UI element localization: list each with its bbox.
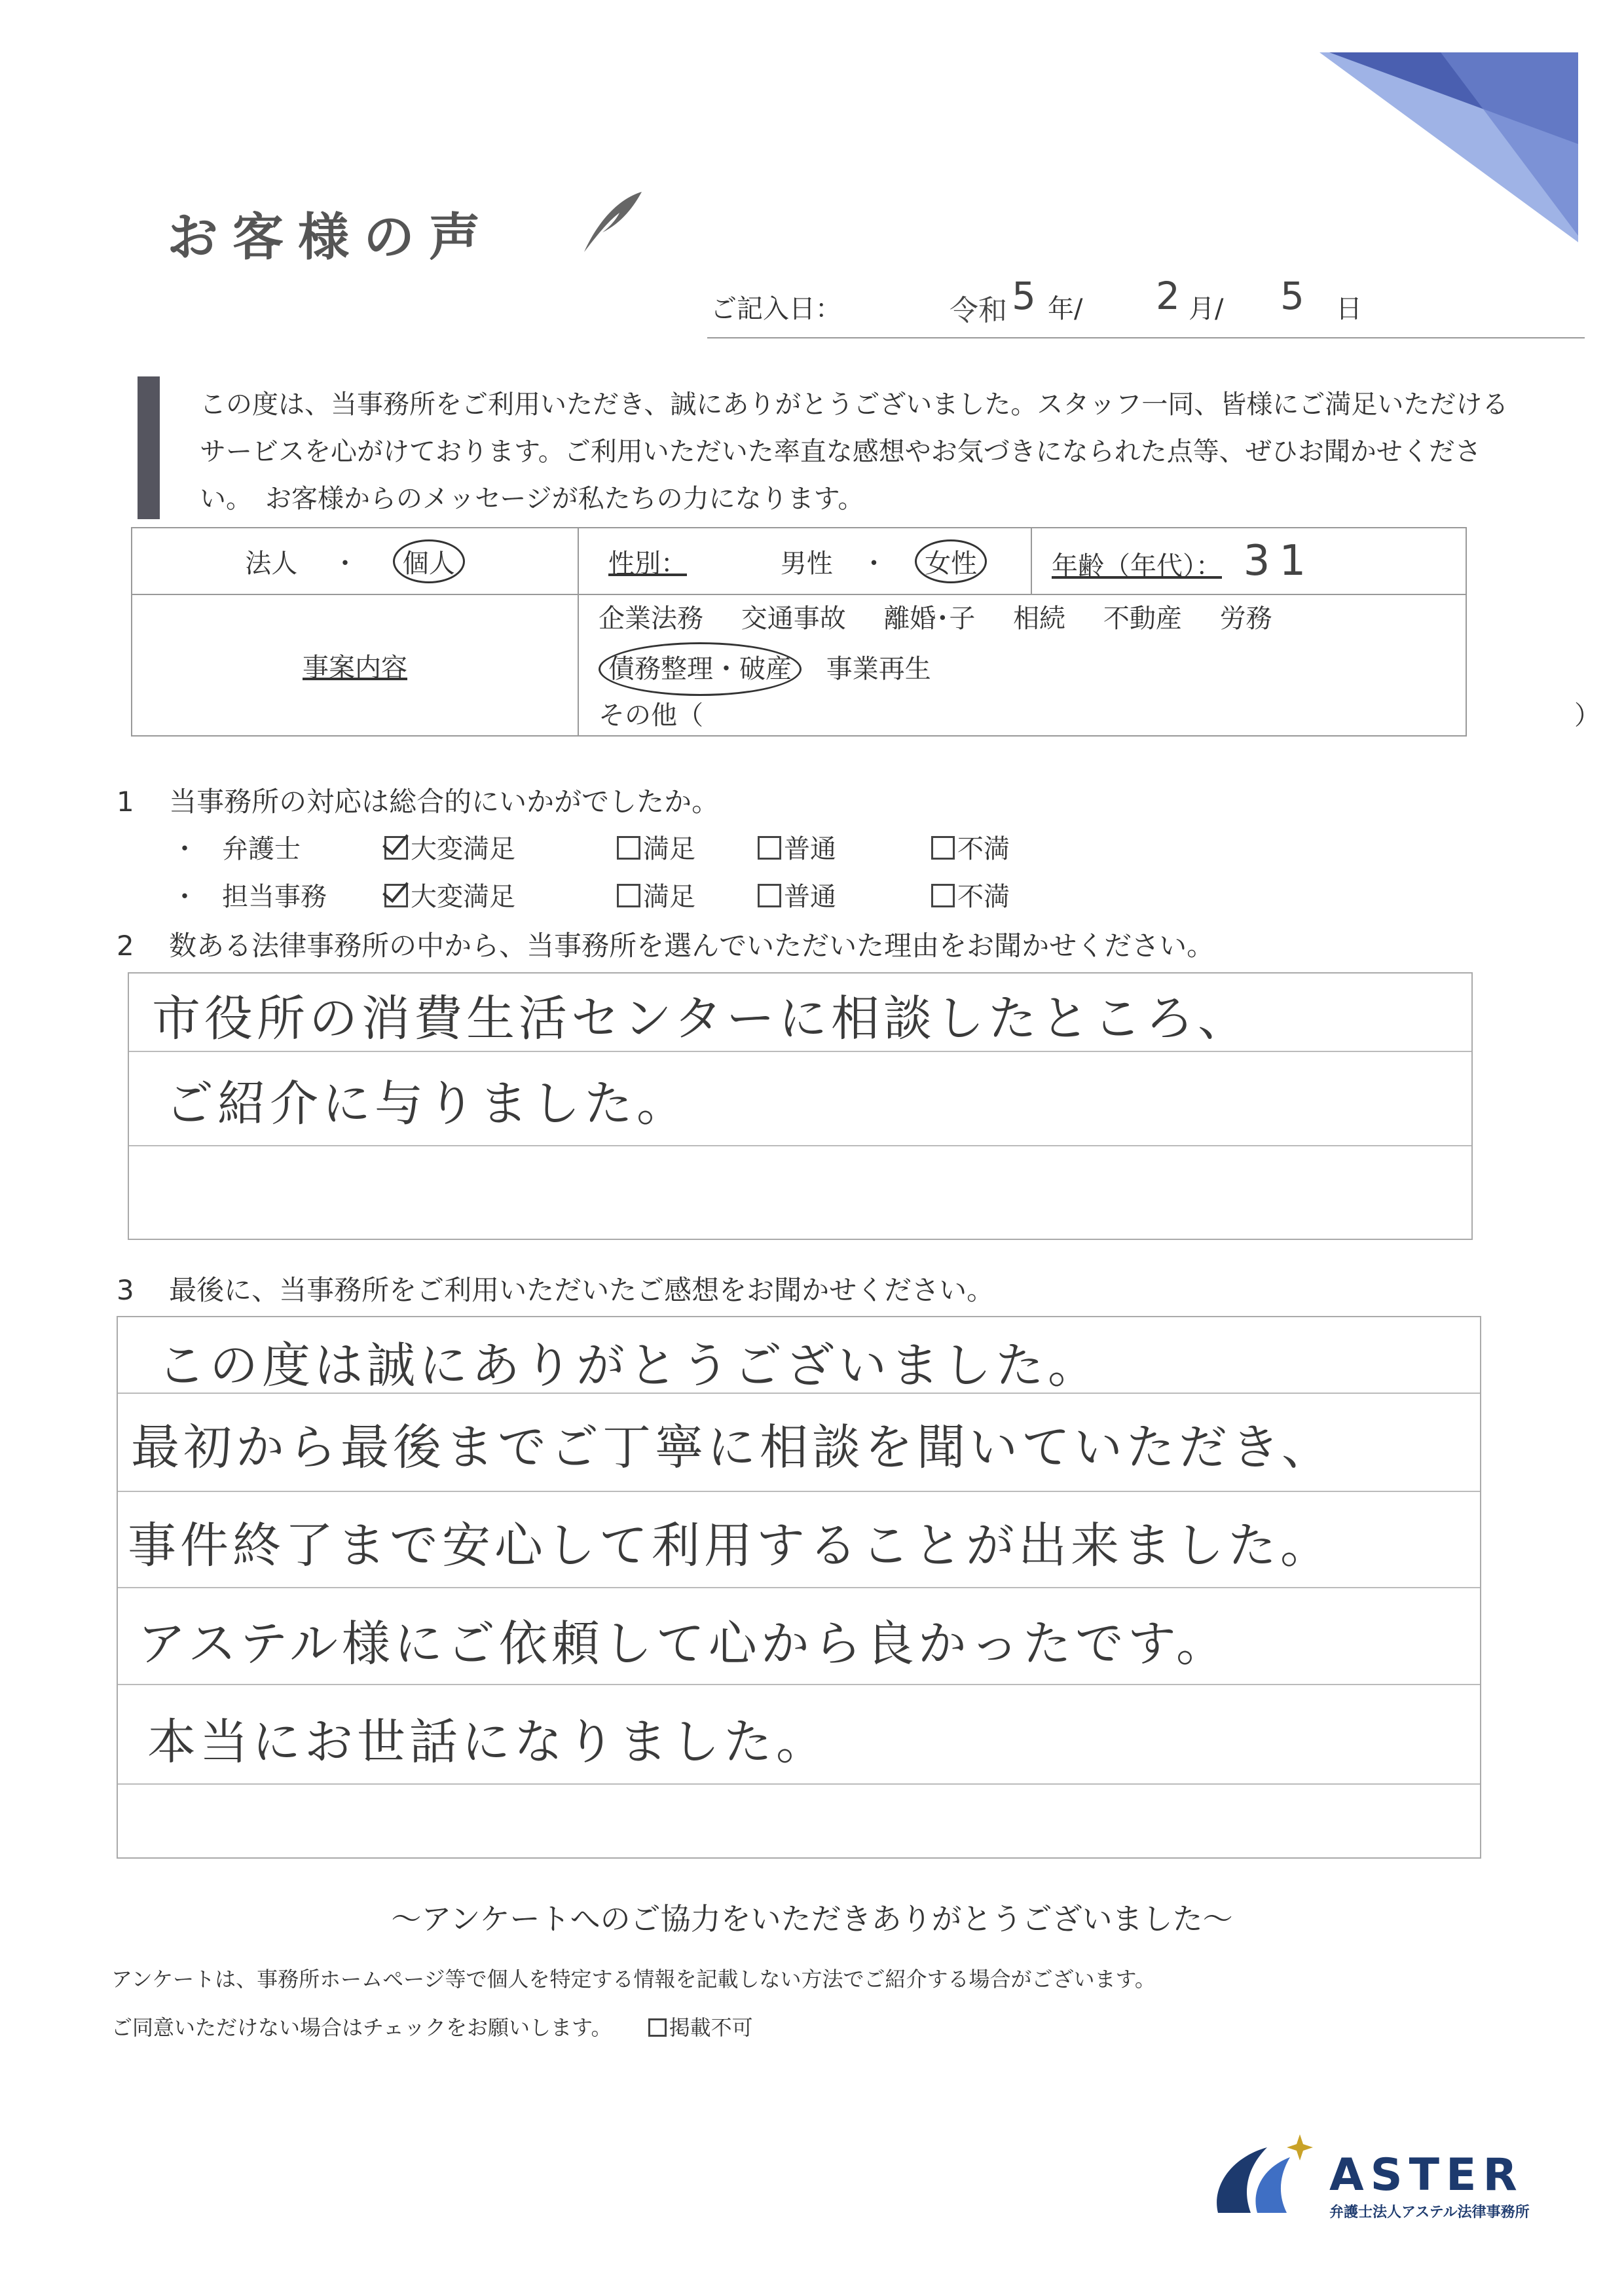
q2-number: 2	[117, 930, 134, 962]
q3-text: 最後に、当事務所をご利用いただいたご感想をお聞かせください。	[169, 1274, 995, 1306]
consent-note	[111, 2011, 753, 2041]
q2-answer-line: 市役所の消費生活センターに相談したところ、	[152, 991, 1251, 1047]
privacy-note: アンケートは、事務所ホームページ等で個人を特定する情報を記載しない方法でご紹介する場合がございます。	[111, 1967, 1156, 1992]
answer-rule	[129, 1051, 1471, 1052]
date-underline	[707, 337, 1585, 338]
separator-dot-2: ・	[860, 548, 887, 579]
answer-rule	[129, 1145, 1471, 1146]
date-year: 5	[1012, 274, 1036, 318]
option-label: 不満	[957, 834, 1010, 864]
checkbox[interactable]	[931, 884, 955, 907]
q3-answer-line: この度は誠にありがとうございました。	[157, 1338, 1100, 1394]
checkbox[interactable]	[758, 884, 781, 907]
option-label: 普通	[784, 882, 836, 912]
date-month-unit: 月/	[1189, 294, 1224, 324]
option-label: 不満	[957, 882, 1010, 912]
q3-answer-line: 事件終了まで安心して利用することが出来ました。	[128, 1518, 1333, 1574]
consent-text: ご同意いただけない場合はチェックをお願いします。	[111, 2015, 612, 2040]
checkbox[interactable]	[617, 836, 640, 860]
checkbox[interactable]	[617, 884, 640, 907]
female-option-selected: 女性	[915, 539, 987, 583]
option-label: 満足	[643, 834, 695, 864]
date-day: 5	[1280, 274, 1304, 318]
q1-number: 1	[117, 786, 134, 818]
checkbox-checked[interactable]	[384, 884, 408, 907]
case-item: 企業法務	[599, 604, 703, 634]
no-publish-checkbox[interactable]	[648, 2018, 667, 2037]
q2-text: 数ある法律事務所の中から、当事務所を選んでいただいた理由をお聞かせください。	[169, 930, 1215, 962]
q3-number: 3	[117, 1274, 134, 1306]
q1-row-staff	[172, 876, 1010, 913]
q2-answer-box[interactable]	[128, 972, 1473, 1240]
case-label: 事案内容	[303, 652, 407, 683]
answer-rule	[118, 1491, 1480, 1492]
q3-answer-line: 最初から最後までご丁寧に相談を聞いていただき、	[131, 1419, 1335, 1476]
case-options-cell	[578, 594, 1600, 736]
option-label: 普通	[784, 834, 836, 864]
checkbox-checked[interactable]	[384, 836, 408, 860]
checkbox[interactable]	[758, 836, 781, 860]
other-label: その他（	[599, 701, 703, 731]
case-item: 離婚･子	[883, 604, 976, 634]
age-label: 年齢（年代）：	[1052, 551, 1222, 581]
no-publish-label: 掲載不可	[669, 2015, 753, 2040]
quill-icon	[576, 187, 648, 259]
aster-logo-subtitle: 弁護士法人アステル法律事務所	[1329, 2204, 1530, 2221]
client-info-table	[131, 527, 1600, 737]
intro-accent-bar	[138, 376, 160, 519]
corp-type-cell	[132, 528, 578, 594]
case-item: 労務	[1219, 604, 1272, 634]
male-option: 男性	[780, 548, 833, 579]
date-era: 令和	[950, 294, 1007, 327]
date-year-unit: 年/	[1048, 294, 1083, 324]
answer-rule	[118, 1684, 1480, 1685]
q1-text: 当事務所の対応は総合的にいかがでしたか。	[169, 786, 720, 818]
date-month: 2	[1156, 274, 1180, 318]
bullet: ・	[172, 882, 198, 912]
individual-option-selected: 個人	[393, 539, 465, 583]
intro-text: この度は、当事務所をご利用いただき、誠にありがとうございました。スタッフ一同、皆様にご満足いただけるサービスを心がけております。ご利用いただいた率直な感想やお気づきになられた点等、ぜひお聞かせください。 お客様からのメッセージが私たちの力になります。	[200, 390, 1509, 514]
case-item: 事業再生	[826, 654, 931, 684]
other-close: ）	[1574, 701, 1600, 731]
age-cell	[1031, 528, 1466, 594]
case-item-selected: 債務整理・破産	[599, 642, 802, 696]
date-day-unit: 日	[1336, 294, 1362, 324]
q3-answer-line: 本当にお世話になりました。	[147, 1714, 828, 1770]
answer-rule	[118, 1783, 1480, 1785]
case-item: 不動産	[1103, 604, 1182, 634]
case-item: 交通事故	[741, 604, 846, 634]
q1-row-lawyer	[172, 828, 1010, 866]
q3-answer-line: アステル様にご依頼して心から良かったです。	[138, 1616, 1228, 1672]
q3-answer-box[interactable]	[117, 1316, 1481, 1859]
gender-label: 性別：	[608, 548, 687, 579]
q1-row-label: 担当事務	[222, 882, 327, 912]
aster-logo-icon	[1205, 2121, 1323, 2226]
bullet: ・	[172, 834, 198, 864]
aster-logo-text: ASTER	[1329, 2149, 1524, 2201]
option-label: 大変満足	[411, 834, 515, 864]
option-label: 大変満足	[411, 882, 515, 912]
checkbox[interactable]	[931, 836, 955, 860]
separator-dot: ・	[332, 548, 358, 579]
date-label: ご記入日：	[710, 294, 841, 324]
option-label: 満足	[643, 882, 695, 912]
gender-cell	[578, 528, 1031, 594]
thanks-message: ～アンケートへのご協力をいただきありがとうございました～	[391, 1901, 1233, 1937]
case-item: 相続	[1013, 604, 1066, 634]
q2-answer-line: ご紹介に与りました。	[165, 1076, 689, 1132]
case-label-cell	[132, 594, 578, 736]
age-value: 31	[1243, 537, 1316, 585]
q1-row-label: 弁護士	[222, 834, 301, 864]
corp-option: 法人	[245, 548, 298, 579]
answer-rule	[118, 1587, 1480, 1588]
page-title: お客様の声	[167, 208, 495, 267]
